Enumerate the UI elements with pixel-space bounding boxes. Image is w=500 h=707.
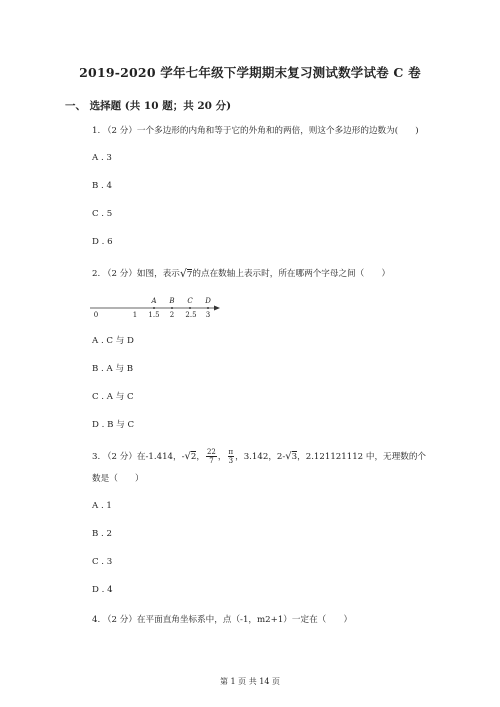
- point-b-dot: [171, 307, 173, 309]
- question-2-option-a: A . C 与 D: [92, 336, 134, 346]
- sqrt-7-radicand: 7: [186, 270, 193, 280]
- question-2-suffix: 的点在数轴上表示时，所在哪两个字母之间（ ）: [192, 269, 391, 279]
- question-1-option-a: A . 3: [92, 153, 112, 163]
- question-3-option-a: A . 1: [92, 501, 112, 511]
- number-line-figure: [88, 292, 228, 320]
- question-2-prefix: 2. （2 分）如图，表示: [92, 269, 180, 279]
- number-line-arrow: [214, 306, 220, 311]
- sqrt-7-expression: √7: [179, 267, 193, 280]
- page-title: 2019-2020 学年七年级下学期期末复习测试数学试卷 C 卷: [79, 65, 421, 80]
- point-d-dot: [207, 307, 209, 309]
- tick-label-1: 1: [132, 311, 138, 319]
- fraction-pi-3-numerator: π: [228, 448, 234, 456]
- point-label-a: A: [151, 297, 157, 305]
- question-2-option-c: C . A 与 C: [92, 392, 134, 402]
- fraction-22-7-numerator: 22: [206, 448, 216, 456]
- fraction-pi-3-denominator: 3: [228, 457, 234, 465]
- question-3-suffix: ，2.121121112 中，无理数的个: [297, 452, 427, 462]
- question-1-option-c: C . 5: [92, 209, 113, 219]
- sqrt-3-expression: √3: [285, 450, 298, 462]
- point-a-dot: [153, 307, 155, 309]
- question-4-text: 4. （2 分）在平面直角坐标系中，点（-1，m2+1）一定在（ ）: [92, 615, 353, 625]
- tick-label-1-5: 1.5: [148, 311, 160, 319]
- point-label-d: D: [205, 297, 211, 305]
- fraction-pi-over-3: [228, 448, 235, 465]
- tick-label-3: 3: [205, 311, 211, 319]
- tick-label-2-5: 2.5: [185, 311, 197, 319]
- tick-label-0: 0: [93, 311, 99, 319]
- question-2-text: [92, 267, 390, 280]
- sqrt-3-radicand: 3: [291, 451, 298, 462]
- fraction-22-7-denominator: 7: [209, 457, 214, 465]
- question-2-option-d: D . B 与 C: [92, 420, 135, 430]
- question-3-option-b: B . 2: [92, 529, 112, 539]
- tick-label-2: 2: [169, 311, 175, 319]
- question-3-option-d: D . 4: [92, 585, 113, 595]
- question-3-prefix: 3. （2 分）在-1.414，-: [92, 452, 185, 462]
- page-footer: 第 1 页 共 14 页: [220, 677, 280, 686]
- question-1-text: 1. （2 分）一个多边形的内角和等于它的外角和的两倍，则这个多边形的边数为( ): [92, 126, 419, 136]
- point-label-b: B: [169, 297, 175, 305]
- question-2-option-b: B . A 与 B: [92, 364, 134, 374]
- fraction-22-over-7: [206, 448, 217, 465]
- sqrt-2-radicand: 2: [190, 451, 197, 462]
- sqrt-2-expression: √2: [184, 450, 197, 462]
- point-c-dot: [189, 307, 191, 309]
- section-heading: 一、 选择题 (共 10 题；共 20 分): [65, 100, 232, 112]
- question-3-line-1: 3. （2 分）在-1.414，-√2， $\frac{22}{7}$ ， $\frac{\pi}{3}$ ，3.142，2-√3，2.121121112 中，无理数的个: [92, 448, 427, 465]
- point-label-c: C: [187, 297, 193, 305]
- question-3-mid: 3.142，2-: [243, 452, 286, 462]
- question-3-line-2: 数是（ ）: [92, 474, 144, 484]
- question-1-option-b: B . 4: [92, 181, 112, 191]
- question-1-option-d: D . 6: [92, 237, 113, 247]
- question-3-option-c: C . 3: [92, 557, 113, 567]
